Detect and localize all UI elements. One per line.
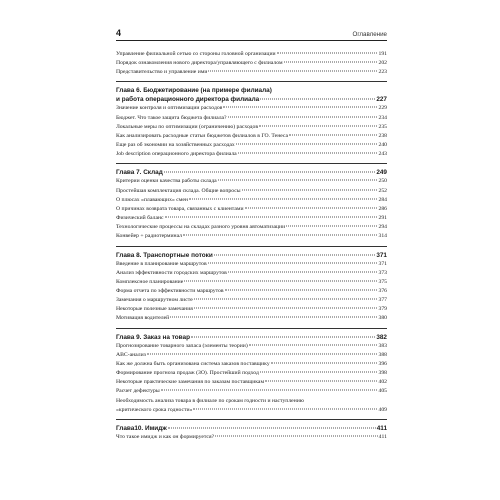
dot-leader bbox=[260, 99, 375, 100]
toc-entry bbox=[116, 387, 387, 396]
dot-leader bbox=[259, 125, 377, 126]
toc-entry bbox=[116, 114, 387, 123]
dot-leader bbox=[238, 153, 378, 154]
toc-entry-title: Еще раз об экономии на хозяйственных расходах bbox=[116, 142, 235, 149]
toc-entry-page: 375 bbox=[378, 278, 387, 285]
dot-leader bbox=[218, 180, 378, 181]
dot-leader bbox=[245, 207, 378, 208]
toc-entry-title: Замечания о маршрутном листе bbox=[116, 297, 193, 304]
toc-entry bbox=[116, 141, 387, 150]
toc-entry-page: 223 bbox=[378, 69, 387, 76]
toc-entry bbox=[116, 214, 387, 223]
chapter-title-line bbox=[116, 95, 387, 104]
toc-entry-page: 240 bbox=[378, 142, 387, 149]
chapter-title-text: и работа операционного директора филиала bbox=[116, 96, 260, 104]
chapter-title-text: Глава 8. Транспортные потоки bbox=[116, 251, 213, 259]
toc-entry-title: Job description операционного директора филиала bbox=[116, 151, 237, 158]
toc-entry-page: 409 bbox=[378, 406, 387, 413]
toc-entry bbox=[116, 342, 387, 351]
toc-entry-page: 411 bbox=[378, 433, 387, 440]
dot-leader bbox=[265, 381, 377, 382]
toc-entry-title: Как же должна быть организована система заказов поставщику bbox=[116, 360, 270, 367]
toc-entry-page: 250 bbox=[378, 178, 387, 185]
toc-entry-title: Управление филиальной сетью со стороны головной организации bbox=[116, 51, 276, 57]
dot-leader bbox=[147, 353, 378, 354]
chapter-heading-8 bbox=[116, 246, 387, 260]
toc-entry bbox=[116, 278, 387, 287]
toc-entry bbox=[116, 269, 387, 278]
header-rule bbox=[116, 40, 387, 41]
dot-leader bbox=[214, 254, 376, 255]
dot-leader bbox=[165, 217, 378, 218]
dot-leader bbox=[194, 308, 378, 309]
toc-entry-title: Анализ эффективности городских маршрутов bbox=[116, 269, 227, 276]
toc-entry-page: 314 bbox=[378, 233, 387, 240]
toc-entry bbox=[116, 369, 387, 378]
toc-entry-page: 377 bbox=[378, 297, 387, 304]
chapter-page: 371 bbox=[376, 251, 387, 259]
dot-leader bbox=[191, 336, 375, 337]
toc-entry-page: 405 bbox=[378, 388, 387, 395]
toc-entry-page: 398 bbox=[378, 370, 387, 377]
toc-entry-title: О причинах возврата товара, связанных с клиентами bbox=[116, 205, 244, 212]
toc-entry-page: 371 bbox=[378, 260, 387, 267]
chapter-title-line bbox=[116, 168, 387, 177]
toc-entry bbox=[116, 378, 387, 387]
toc-entry bbox=[116, 59, 387, 68]
toc-entry-title: Технологические процессы на складах разного уровня автоматизации bbox=[116, 224, 286, 231]
toc-entry bbox=[116, 406, 387, 415]
toc-entry-line1 bbox=[116, 397, 387, 406]
toc-entry-title: Критерии оценки качества работы склада bbox=[116, 178, 217, 185]
toc-entry-page: 373 bbox=[378, 269, 387, 276]
toc-entry-title: Локальные меры по оптимизации (ограничению) расходов bbox=[116, 123, 259, 130]
toc-entry-title: «критического срока годности» bbox=[116, 406, 193, 413]
toc-entry-title: АВС-анализ bbox=[116, 351, 146, 358]
toc-entry-page: 229 bbox=[378, 105, 387, 112]
toc-entry-title: Введение в планирование маршрутов bbox=[116, 260, 207, 267]
toc-entry bbox=[116, 433, 387, 442]
dot-leader bbox=[249, 344, 378, 345]
toc-entry-title: Необходимость анализа товара в филиале по срокам годности и наступлению bbox=[116, 397, 305, 404]
chapter-heading-6 bbox=[116, 81, 387, 104]
toc-entry-title: Некоторые полезные замечания bbox=[116, 306, 193, 313]
toc-entry-title: Мотивация водителей bbox=[116, 315, 170, 322]
dot-leader bbox=[170, 317, 377, 318]
dot-leader bbox=[193, 408, 377, 409]
toc-entry-title: Бюджет. Что такое защита бюджета филиала? bbox=[116, 114, 227, 121]
toc-entry bbox=[116, 196, 387, 205]
dot-leader bbox=[228, 116, 378, 117]
toc-entry-title: Форма отчета по эффективности маршрутов bbox=[116, 287, 224, 294]
toc-entry-page: 402 bbox=[378, 379, 387, 386]
toc-entry-page: 396 bbox=[378, 360, 387, 367]
toc-entry-page: 191 bbox=[378, 51, 387, 57]
toc-entry-page: 284 bbox=[378, 196, 387, 203]
dot-leader bbox=[208, 262, 378, 263]
toc-entry-page: 388 bbox=[378, 351, 387, 358]
toc-entry bbox=[116, 351, 387, 360]
toc-entry-page: 286 bbox=[378, 205, 387, 212]
toc-entry bbox=[116, 68, 387, 77]
dot-leader bbox=[208, 71, 377, 72]
toc-entry bbox=[116, 287, 387, 296]
chapter-page: 249 bbox=[376, 169, 387, 177]
toc-entry bbox=[116, 296, 387, 305]
toc-entry bbox=[116, 305, 387, 314]
chapter-heading-9 bbox=[116, 328, 387, 342]
chapter-title-line bbox=[116, 424, 387, 433]
chapter-title-line: Глава 6. Бюджетирование (на примере филиала) bbox=[116, 87, 272, 95]
dot-leader bbox=[260, 372, 378, 373]
toc-entry-title: Прогнозирование товарного запаса (элементы теории) bbox=[116, 342, 248, 349]
toc-entry-page: 383 bbox=[378, 342, 387, 349]
toc-entry-title: Представительство и управление ими bbox=[116, 69, 208, 76]
running-title: Оглавление bbox=[352, 31, 387, 38]
toc-entry-title: Комплексное планирование bbox=[116, 278, 184, 285]
dot-leader bbox=[289, 134, 377, 135]
toc-entry bbox=[116, 205, 387, 214]
toc-entry-page: 379 bbox=[378, 306, 387, 313]
chapter-page: 227 bbox=[376, 96, 387, 104]
toc-entry bbox=[116, 314, 387, 323]
toc-entry bbox=[116, 123, 387, 132]
toc-entry-page: 243 bbox=[378, 151, 387, 158]
toc-entry-title: Что такое имидж и как он формируется? bbox=[116, 433, 215, 440]
toc-entry-page: 238 bbox=[378, 132, 387, 139]
page-header bbox=[116, 28, 387, 39]
chapter-page: 411 bbox=[376, 424, 387, 432]
dot-leader bbox=[228, 271, 378, 272]
dot-leader bbox=[189, 198, 378, 199]
toc-entry-title: Некоторые практические замечания по заказам поставщикам bbox=[116, 379, 265, 386]
chapter-title-text: Глава 9. Заказ на товар bbox=[116, 333, 190, 341]
toc-entry-page: 376 bbox=[378, 287, 387, 294]
toc-entry-page: 291 bbox=[378, 215, 387, 222]
dot-leader bbox=[168, 427, 376, 428]
toc-entry bbox=[116, 177, 387, 186]
dot-leader bbox=[236, 144, 378, 145]
toc-entry-title: О плюсах «плавающих» смен bbox=[116, 196, 188, 203]
chapter-heading-7 bbox=[116, 163, 387, 177]
toc-entry bbox=[116, 104, 387, 113]
chapter-page: 382 bbox=[376, 333, 387, 341]
toc-entry bbox=[116, 232, 387, 241]
dot-leader bbox=[194, 299, 378, 300]
toc-entry-title: Порядок ознакомления нового директора/управляющего с филиалом bbox=[116, 60, 283, 67]
dot-leader bbox=[242, 189, 378, 190]
toc-entry bbox=[116, 132, 387, 141]
toc-entry-title: Значение контроля и оптимизации расходов bbox=[116, 105, 223, 112]
toc-entry-page: 235 bbox=[378, 123, 387, 130]
dot-leader bbox=[284, 62, 378, 63]
dot-leader bbox=[223, 107, 377, 108]
toc-entry-page: 252 bbox=[378, 187, 387, 194]
dot-leader bbox=[164, 172, 376, 173]
toc-entry bbox=[116, 260, 387, 269]
toc-entry-page: 234 bbox=[378, 114, 387, 121]
toc-entry bbox=[116, 223, 387, 232]
toc-entry-title: Физический баланс bbox=[116, 215, 164, 222]
toc-entry-page: 202 bbox=[378, 60, 387, 67]
chapter-title-text: Глава 7. Склад bbox=[116, 169, 163, 177]
dot-leader bbox=[215, 435, 378, 436]
chapter-title-line bbox=[116, 333, 387, 342]
toc-entry bbox=[116, 50, 387, 59]
dot-leader bbox=[277, 53, 378, 54]
toc-entry-title: Расчет дефектуры bbox=[116, 388, 160, 395]
toc-entry-title: Простейшая комплектация склада. Общие вопросы bbox=[116, 187, 241, 194]
toc-entry bbox=[116, 150, 387, 159]
toc-entry-title: Конвейер + радиотерминал bbox=[116, 233, 182, 240]
dot-leader bbox=[271, 362, 378, 363]
dot-leader bbox=[225, 289, 378, 290]
chapter-title-line bbox=[116, 251, 387, 260]
toc-entry bbox=[116, 187, 387, 196]
dot-leader bbox=[183, 235, 377, 236]
dot-leader bbox=[286, 226, 377, 227]
toc-entry-page: 294 bbox=[378, 224, 387, 231]
toc-entry-title: Формирование прогноза продаж (ЗО). Простейший подход bbox=[116, 370, 259, 377]
dot-leader bbox=[161, 390, 378, 391]
chapter-heading-10 bbox=[116, 419, 387, 433]
page-number: 4 bbox=[116, 28, 122, 38]
toc-entry-title: Как анализировать расходные статьи бюджетов филиалов в ГО. Тенеса bbox=[116, 132, 289, 139]
table-of-contents bbox=[116, 50, 387, 442]
dot-leader bbox=[184, 280, 377, 281]
toc-entry-page: 380 bbox=[378, 315, 387, 322]
toc-entry bbox=[116, 360, 387, 369]
chapter-title-text: Глава10. Имидж bbox=[116, 424, 167, 432]
